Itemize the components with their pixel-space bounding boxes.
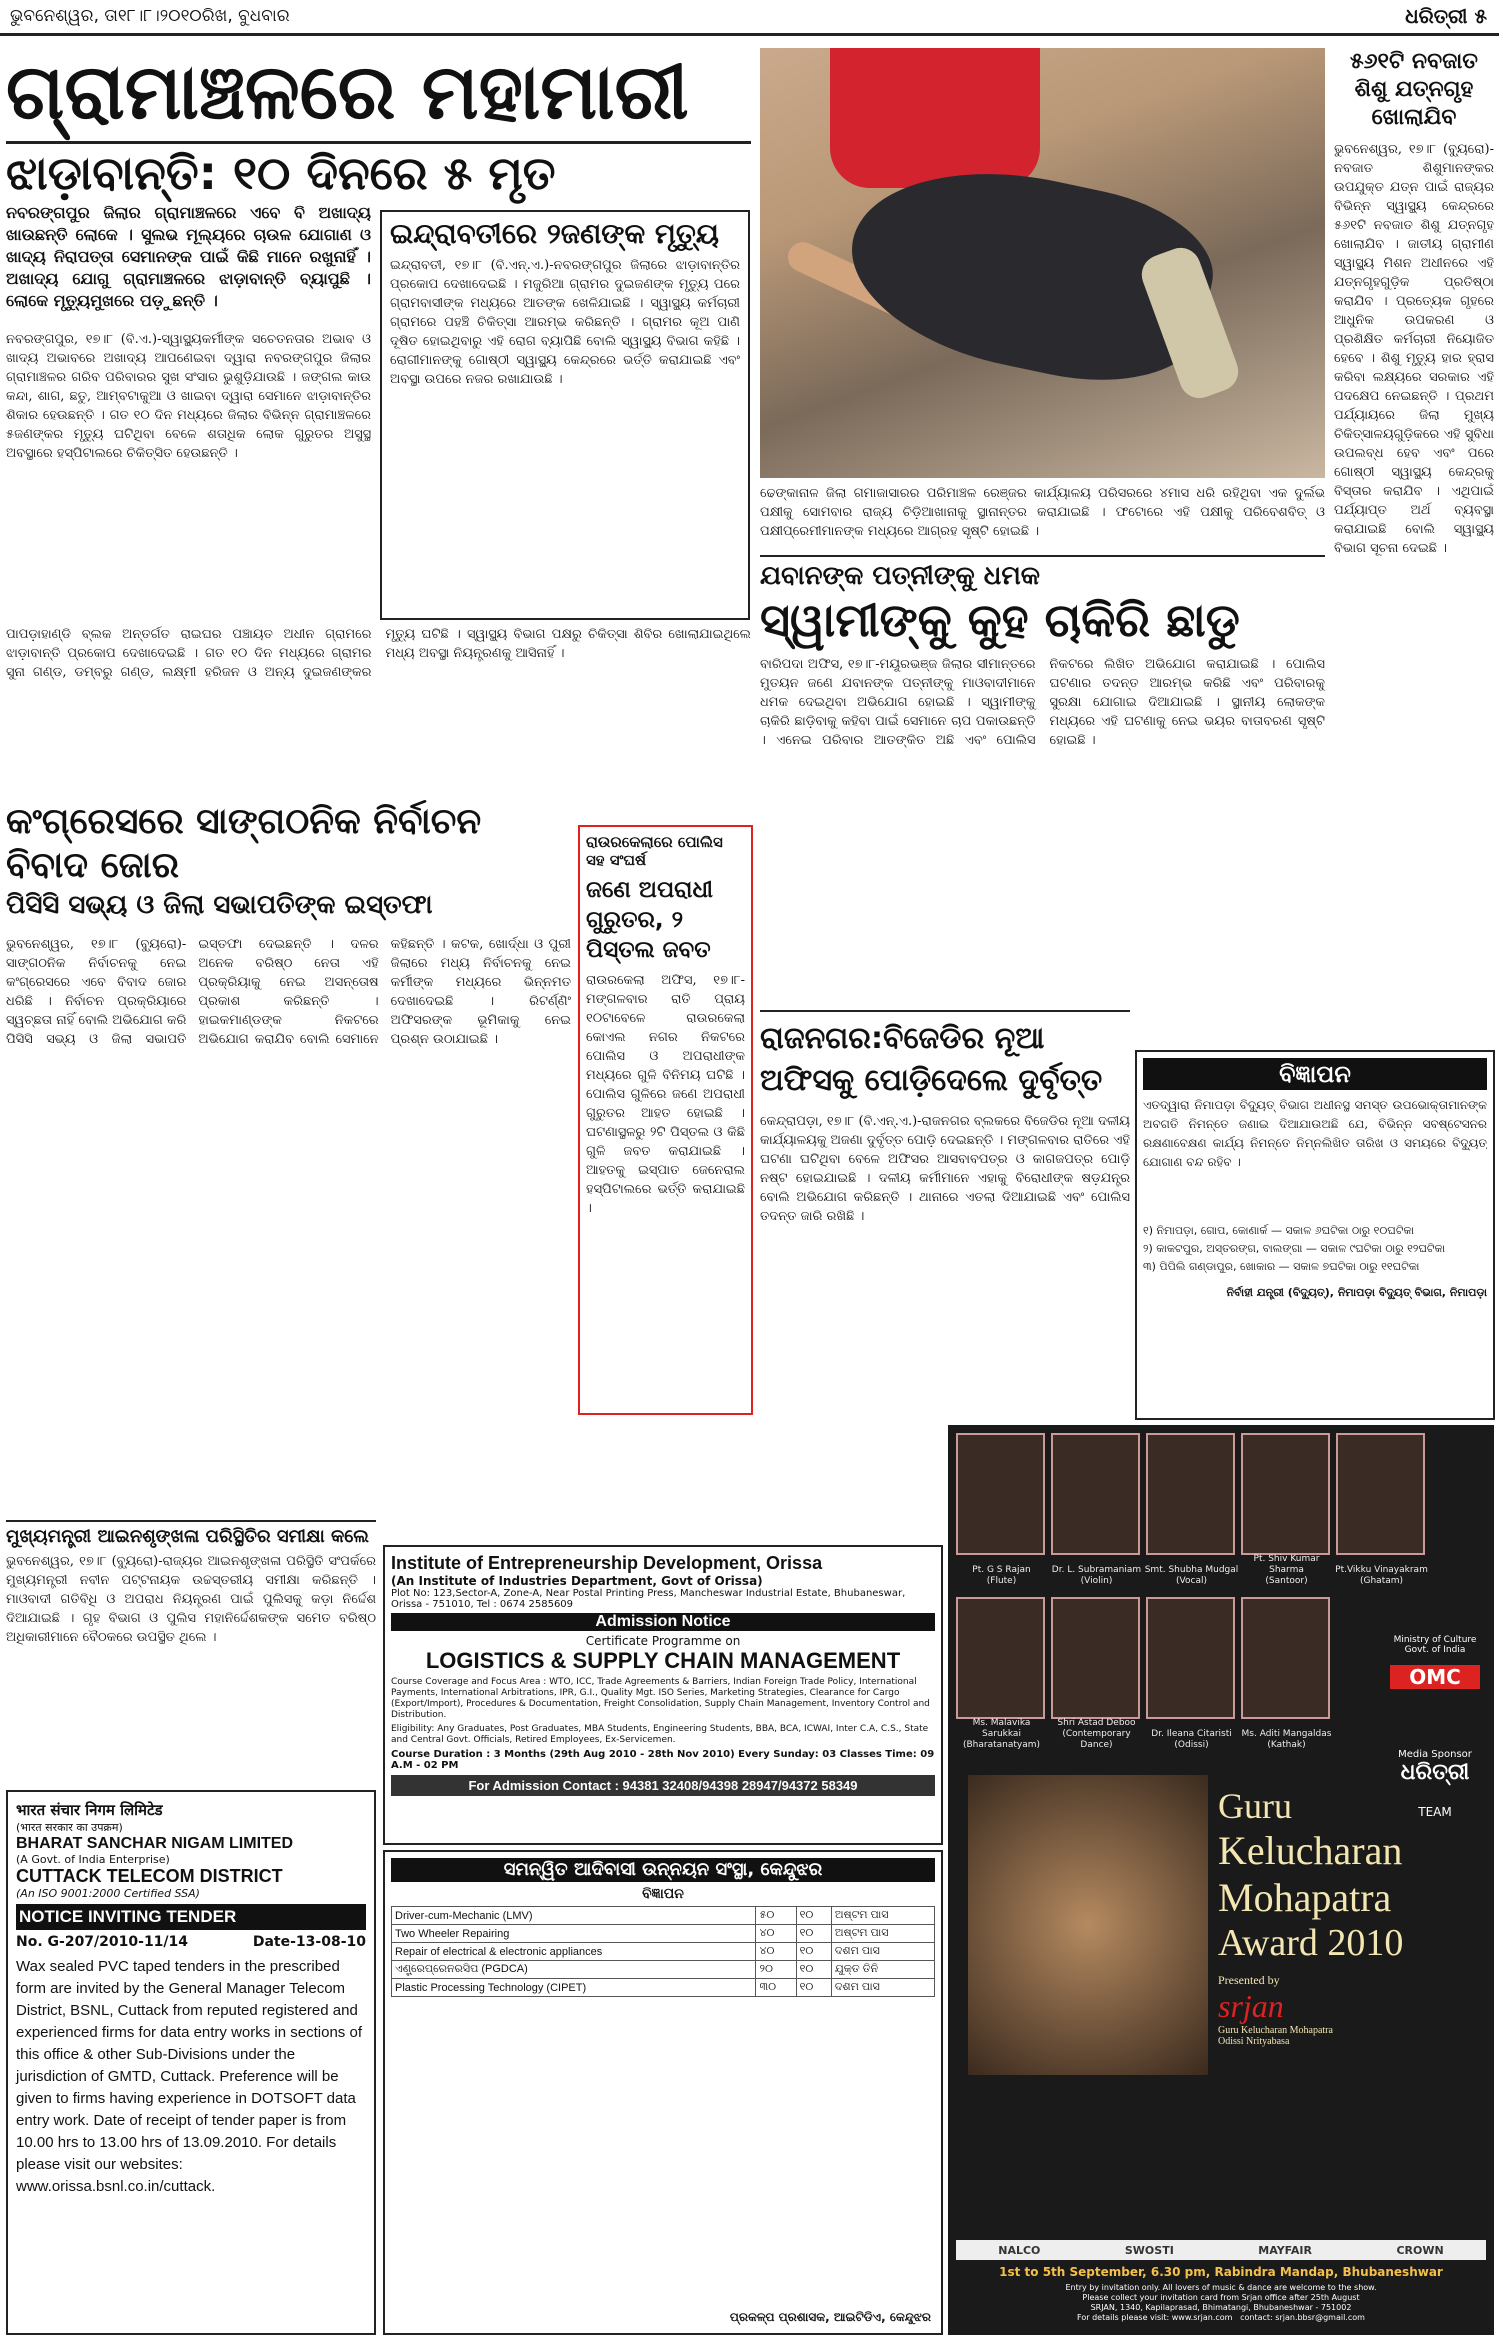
omc-logo: OMC (1390, 1665, 1480, 1689)
sponsor-logo: NALCO (998, 2243, 1041, 2257)
shishu-body: ଭୁବନେଶ୍ୱର, ୧୭।୮ (ବ୍ୟୁରୋ)-ନବଜାତ ଶିଶୁମାନଙ୍କର ଉପଯୁକ୍ତ ଯତ୍ନ ପାଇଁ ରାଜ୍ୟର ବିଭିନ୍ନ ସ୍ୱାସ୍ଥ୍ୟ କେନ୍ଦ୍ରରେ ୫୬୧ଟି ନବଜାତ ଶିଶୁ ଯତ୍ନଗୃହ ଖୋଲାଯିବ । ଜାତୀୟ ଗ୍ରାମୀଣ ସ୍ୱାସ୍ଥ୍ୟ ମିଶନ ଅଧୀନରେ ଏହି ଯତ୍ନଗୃହଗୁଡ଼ିକ ପ୍ରତିଷ୍ଠା କରାଯିବ । ପ୍ରତ୍ୟେକ ଗୃହରେ ଆଧୁନିକ ଉପକରଣ ଓ ପ୍ରଶିକ୍ଷିତ କର୍ମଚାରୀ ନିୟୋଜିତ ହେବେ । ଶିଶୁ ମୃତ୍ୟୁ ହାର ହ୍ରାସ କରିବା ଲକ୍ଷ୍ୟରେ ସରକାର ଏହି ପଦକ୍ଷେପ ନେଇଛନ୍ତି । ପ୍ରଥମ ପର୍ଯ୍ୟାୟରେ ଜିଲା ମୁଖ୍ୟ ଚିକିତ୍ସାଳୟଗୁଡ଼ିକରେ ଏହି ସୁବିଧା ଉପଲବ୍ଧ ହେବ ଏବଂ ପରେ ଗୋଷ୍ଠୀ ସ୍ୱାସ୍ଥ୍ୟ କେନ୍ଦ୍ରକୁ ବିସ୍ତାର କରାଯିବ । ଏଥିପାଇଁ ପର୍ଯ୍ୟାପ୍ତ ଅର୍ଥ ବ୍ୟବସ୍ଥା କରାଯାଇଛି ବୋଲି ସ୍ୱାସ୍ଥ୍ୟ ବିଭାଗ ସୂଚନା ଦେଇଛି । (1334, 142, 1494, 556)
electricity-notice (1135, 1050, 1495, 1420)
congress-body: ଭୁବନେଶ୍ୱର, ୧୭।୮ (ବ୍ୟୁରୋ)-ସାଙ୍ଗଠନିକ ନିର୍ବାଚନକୁ ନେଇ କଂଗ୍ରେସରେ ଏବେ ବିବାଦ ଜୋର ଧରିଛି । ନିର୍ବାଚନ ପ୍ରକ୍ରିୟାରେ ସ୍ୱଚ୍ଛତା ନାହିଁ ବୋଲି ଅଭିଯୋଗ କରି ପିସିସି ସଭ୍ୟ ଓ ଜିଲା ସଭାପତି ଇସ୍ତଫା ଦେଇଛନ୍ତି । ଦଳର ଅନେକ ବରିଷ୍ଠ ନେତା ଏହି ପ୍ରକ୍ରିୟାକୁ ନେଇ ଅସନ୍ତୋଷ ପ୍ରକାଶ କରିଛନ୍ତି । ହାଇକମାଣ୍ଡଙ୍କ ନିକଟରେ ଅଭିଯୋଗ କରାଯିବ ବୋଲି ସେମାନେ କହିଛନ୍ତି । କଟକ, ଖୋର୍ଦ୍ଧା ଓ ପୁରୀ ଜିଲାରେ ମଧ୍ୟ ନିର୍ବାଚନକୁ ନେଇ କର୍ମୀଙ୍କ ମଧ୍ୟରେ ଭିନ୍ନମତ ଦେଖାଦେଇଛି । ରିଟର୍ଣ୍ଣିଂ ଅଫିସରଙ୍କ ଭୂମିକାକୁ ନେଇ ପ୍ରଶ୍ନ ଉଠାଯାଇଛି । (6, 937, 571, 1047)
team-logo: TEAM (1418, 1805, 1452, 1819)
itda-ad (383, 1850, 943, 2335)
congress-subhead-block (6, 892, 571, 928)
sponsor-strip (956, 2240, 1486, 2260)
award-title-line: Guru (1218, 1786, 1292, 1826)
notice-body: ଏତଦ୍ୱାରା ନିମାପଡ଼ା ବିଦ୍ୟୁତ୍ ବିଭାଗ ଅଧୀନସ୍ଥ ସମସ୍ତ ଉପଭୋକ୍ତାମାନଙ୍କ ଅବଗତି ନିମନ୍ତେ ଜଣାଇ ଦିଆଯାଉଅଛି ଯେ, ବିଭିନ୍ନ ସବଷ୍ଟେସନର ରକ୍ଷଣାବେକ୍ଷଣ କାର୍ଯ୍ୟ ନିମନ୍ତେ ନିମ୍ନଲିଖିତ ତାରିଖ ଓ ସମୟରେ ବିଦ୍ୟୁତ୍ ଯୋଗାଣ ବନ୍ଦ ରହିବ । (1143, 1098, 1487, 1169)
bsnl-date: Date-13-08-10 (252, 1934, 366, 1950)
itda-table (391, 1906, 935, 1997)
cell: ୧୦ (796, 1925, 831, 1943)
srjan-sub: Guru Kelucharan Mohapatra Odissi Nrityabasa (1218, 2025, 1333, 2047)
bsnl-iso: (An ISO 9001:2000 Certified SSA) (16, 1887, 200, 1900)
table-row (392, 1943, 935, 1961)
cell: ୪୦ (756, 1943, 796, 1961)
rourkela-kicker: ରାଉରକେଲାରେ ପୋଲିସ ସହ ସଂଘର୍ଷ (586, 833, 723, 869)
artist-card: Dr. Ileana Citaristi (Odissi) (1146, 1597, 1235, 1719)
iedo-notice: Admission Notice (391, 1613, 935, 1631)
itda-footer: ପ୍ରକଳ୍ପ ପ୍ରଶାସକ, ଆଇଟିଡିଏ, କେନ୍ଦୁଝର (729, 2310, 931, 2324)
artist-card: Ms. Aditi Mangaldas (Kathak) (1241, 1597, 1330, 1719)
artist-card: Pt. G S Rajan (Flute) (956, 1433, 1045, 1555)
table-row (392, 1907, 935, 1925)
husband-headline: ସ୍ୱାମୀଙ୍କୁ କୁହ ଚାକିରି ଛାଡୁ (760, 593, 1240, 647)
cell: ୪୦ (756, 1925, 796, 1943)
award-ad (948, 1425, 1494, 2335)
iedo-eligibility: Eligibility: Any Graduates, Post Graduates, MBA Students, Engineering Students, BBA, BCA, ICWAI, Inter C.A, C.S., State and Central Govt. Officials, Retired Employees, Ex-Servicemen. (391, 1724, 929, 1745)
sponsor-logo: CROWN (1396, 2243, 1444, 2257)
lead-headline-block (6, 48, 751, 144)
lead-headline: ଗ୍ରାମାଞ୍ଚଳରେ ମହାମାରୀ (6, 47, 689, 136)
cell: ଦଶମ ପାସ (831, 1979, 934, 1997)
sponsor-column (1390, 1635, 1480, 1819)
artist-card: Shri Astad Deboo (Contemporary Dance) (1051, 1597, 1140, 1719)
shishu-story (1334, 48, 1494, 1048)
artist-card: Pt.Vikku Vinayakram (Ghatam) (1336, 1433, 1425, 1555)
cell: ଅଷ୍ଟମ ପାସ (831, 1925, 934, 1943)
iedo-course: LOGISTICS & SUPPLY CHAIN MANAGEMENT (425, 1648, 901, 1673)
invite-line: Please collect your invitation card from Srjan office after 25th August (1082, 2293, 1360, 2302)
notice-item: ୨) କାକଟପୁର, ଅସ୍ତରଙ୍ଗ, ବାଲଙ୍ଗା — ସକାଳ ୯ଘଟିକା ଠାରୁ ୧୨ଘଟିକା (1143, 1242, 1446, 1255)
rourkela-headline: ଜଣେ ଅପରାଧୀ ଗୁରୁତର, ୨ ପିସ୍ତଲ ଜବତ (586, 877, 714, 963)
artist-card: Pt. Shiv Kumar Sharma (Santoor) (1241, 1433, 1330, 1555)
sponsor-logo: SWOSTI (1124, 2243, 1174, 2257)
cell: Plastic Processing Technology (CIPET) (392, 1979, 756, 1997)
husband-body: ବାରିପଦା ଅଫିସ, ୧୭।୮-ମୟୂରଭଞ୍ଜ ଜିଲାର ସୀମାନ୍ତରେ ମୁତୟନ ଜଣେ ଯବାନଙ୍କ ପତ୍ନୀଙ୍କୁ ମାଓବାଦୀମାନେ ଧମକ ଦେଇଥିବା ଅଭିଯୋଗ ହୋଇଛି । ସ୍ୱାମୀଙ୍କୁ ଚାକିରି ଛାଡ଼ିବାକୁ କହିବା ପାଇଁ ସେମାନେ ଚାପ ପକାଉଛନ୍ତି । ଏନେଇ ପରିବାର ଆତଙ୍କିତ ଅଛି ଏବଂ ପୋଲିସ ନିକଟରେ ଲିଖିତ ଅଭିଯୋଗ କରାଯାଇଛି । ପୋଲିସ ଘଟଣାର ତଦନ୍ତ ଆରମ୍ଭ କରିଛି ଏବଂ ପରିବାରକୁ ସୁରକ୍ଷା ଯୋଗାଇ ଦିଆଯାଇଛି । ସ୍ଥାନୀୟ ଲୋକଙ୍କ ମଧ୍ୟରେ ଏହି ଘଟଣାକୁ ନେଇ ଭୟର ବାତାବରଣ ସୃଷ୍ଟି ହୋଇଛି । (760, 657, 1325, 748)
husband-story (760, 555, 1325, 1005)
notice-items (1143, 1222, 1487, 1276)
iedo-title: Institute of Entrepreneurship Development, Orissa (391, 1553, 823, 1573)
media-sponsor-label: Media Sponsor (1398, 1749, 1472, 1760)
lead-body-continued: ପାପଡ଼ାହାଣ୍ଡି ବ୍ଲକ ଅନ୍ତର୍ଗତ ରାଇଘର ପଞ୍ଚାୟତ ଅଧୀନ ଗ୍ରାମରେ ଝାଡ଼ାବାନ୍ତି ପ୍ରକୋପ ଦେଖାଦେଇଛି । ଗତ ୧୦ ଦିନ ମଧ୍ୟରେ ଗ୍ରାମର ସୁନା ଗଣ୍ଡ, ଡମ୍ବରୁ ଗଣ୍ଡ, ଲକ୍ଷ୍ମୀ ହରିଜନ ଓ ଅନ୍ୟ ଦୁଇଜଣଙ୍କର ମୃତ୍ୟୁ ଘଟିଛି । ସ୍ୱାସ୍ଥ୍ୟ ବିଭାଗ ପକ୍ଷରୁ ଚିକିତ୍ସା ଶିବିର ଖୋଲାଯାଇଥିଲେ ମଧ୍ୟ ଅବସ୍ଥା ନିୟନ୍ତ୍ରଣକୁ ଆସିନାହିଁ । (6, 627, 751, 680)
bsnl-number: No. G-207/2010-11/14 (16, 1934, 189, 1950)
iedo-cert: Certificate Programme on (585, 1634, 741, 1648)
cm-headline: ମୁଖ୍ୟମନ୍ତ୍ରୀ ଆଇନଶୃଙ୍ଖଳା ପରିସ୍ଥିତିର ସମୀକ୍ଷା କଲେ (6, 1526, 369, 1547)
bsnl-hindi-sub: (भारत सरकार का उपक्रम) (16, 1821, 123, 1834)
ministry-label: Ministry of Culture Govt. of India (1393, 1635, 1477, 1655)
award-presented: Presented by (1218, 1973, 1280, 1987)
rourkela-body: ରାଉରକେଲା ଅଫିସ, ୧୭।୮-ମଙ୍ଗଳବାର ରାତି ପ୍ରାୟ ୧୦ଟାବେଳେ ରାଉରକେଲା କୋଏଲ ନଗର ନିକଟରେ ପୋଲିସ ଓ ଅପରାଧୀଙ୍କ ମଧ୍ୟରେ ଗୁଳି ବିନିମୟ ଘଟିଛି । ପୋଲିସ ଗୁଳିରେ ଜଣେ ଅପରାଧୀ ଗୁରୁତର ଆହତ ହୋଇଛି । ଘଟଣାସ୍ଥଳରୁ ୨ଟି ପିସ୍ତଲ ଓ କିଛି ଗୁଳି ଜବତ କରାଯାଇଛି । ଆହତକୁ ଇସ୍ପାତ ଜେନେରାଲ ହସ୍ପିଟାଲରେ ଭର୍ତ୍ତି କରାଯାଇଛି । (586, 973, 745, 1216)
award-title-line: Award 2010 (1218, 1922, 1404, 1964)
cell: ୫୦ (756, 1907, 796, 1925)
award-title-line: Kelucharan (1218, 1828, 1403, 1873)
table-row (392, 1925, 935, 1943)
bjd-headline: ରାଜନଗର:ବିଜେଡିର ନୂଆ ଅଫିସକୁ ପୋଡ଼ିଦେଲେ ଦୁର୍ବୃତ୍ତ (760, 1021, 1103, 1098)
bsnl-ref-row (16, 1934, 366, 1950)
congress-headline-block (6, 800, 571, 886)
cm-body: ଭୁବନେଶ୍ୱର, ୧୭।୮ (ବ୍ୟୁରୋ)-ରାଜ୍ୟର ଆଇନଶୃଙ୍ଖଳା ପରିସ୍ଥିତି ସଂପର୍କରେ ମୁଖ୍ୟମନ୍ତ୍ରୀ ନବୀନ ପଟ୍ଟନାୟକ ଉଚ୍ଚସ୍ତରୀୟ ସମୀକ୍ଷା କରିଛନ୍ତି । ମାଓବାଦୀ ଗତିବିଧି ଓ ଅପରାଧ ନିୟନ୍ତ୍ରଣ ପାଇଁ ପୁଲିସକୁ କଡ଼ା ନିର୍ଦ୍ଦେଶ ଦିଆଯାଇଛି । ଗୃହ ବିଭାଗ ଓ ପୁଲିସ ମହାନିର୍ଦ୍ଦେଶକଙ୍କ ସମେତ ବରିଷ୍ଠ ଅଧିକାରୀମାନେ ବୈଠକରେ ଉପସ୍ଥିତ ଥିଲେ । (6, 1554, 376, 1645)
itda-title: ସମନ୍ୱିତ ଆଦିବାସୀ ଉନ୍ନୟନ ସଂସ୍ଥା, କେନ୍ଦୁଝର (391, 1858, 935, 1882)
itda-sub: ବିଜ୍ଞାପନ (642, 1886, 684, 1902)
indravati-headline: ଇନ୍ଦ୍ରାବତୀରେ ୨ଜଣଙ୍କ ମୃତ୍ୟୁ (390, 217, 719, 250)
notice-item: ୧) ନିମାପଡ଼ା, ଗୋପ, କୋଣାର୍କ — ସକାଳ ୬ଘଟିକା ଠାରୁ ୧୦ଘଟିକା (1143, 1224, 1415, 1237)
bsnl-body: Wax sealed PVC taped tenders in the prescribed form are invited by the General Manager Telecom District, BSNL, Cuttack from reputed registered and experienced firms for data entry works in sections of this office & other Sub-Divisions under the jurisdiction of GMTD, Cuttack. Preference will be given to firms having experience in DOTSOFT data entry work. Date of receipt of tender paper is from 10.00 hrs to 13.00 hrs of 13.09.2010. For details please visit our websites: www.orissa.bsnl.co.in/cuttack. (16, 1958, 362, 2195)
lead-intro: ନବରଙ୍ଗପୁର ଜିଲାର ଗ୍ରାମାଞ୍ଚଳରେ ଏବେ ବି ଅଖାଦ୍ୟ ଖାଉଛନ୍ତି ଲୋକେ । ସୁଲଭ ମୂଲ୍ୟରେ ଚାଉଳ ଯୋଗାଣ ଓ ଖାଦ୍ୟ ନିରାପତ୍ତା ସେମାନଙ୍କ ପାଇଁ କିଛି ମାନେ ରଖୁନାହିଁ । ଅଖାଦ୍ୟ ଯୋଗୁ ଗ୍ରାମାଞ୍ଚଳରେ ଝାଡ଼ାବାନ୍ତି ବ୍ୟାପୁଛି । ଲୋକେ ମୃତ୍ୟୁମୁଖରେ ପଡ଼ୁଛନ୍ତି । (6, 203, 371, 310)
cell: Repair of electrical & electronic appliances (392, 1943, 756, 1961)
table-row (392, 1979, 935, 1997)
bjd-body: କେନ୍ଦ୍ରାପଡ଼ା, ୧୭।୮ (ବି.ଏନ୍.ଏ.)-ରାଜନଗର ବ୍ଲକରେ ବିଜେଡିର ନୂଆ ଦଳୀୟ କାର୍ଯ୍ୟାଳୟକୁ ଅଜଣା ଦୁର୍ବୃତ୍ତ ପୋଡ଼ି ଦେଇଛନ୍ତି । ମଙ୍ଗଳବାର ରାତିରେ ଏହି ଘଟଣା ଘଟିଥିବା ବେଳେ ଅଫିସର ଆସବାବପତ୍ର ଓ କାଗଜପତ୍ର ପୋଡ଼ି ନଷ୍ଟ ହୋଇଯାଇଛି । ଦଳୀୟ କର୍ମୀମାନେ ଏହାକୁ ବିରୋଧୀଙ୍କ ଷଡ଼ଯନ୍ତ୍ର ବୋଲି ଅଭିଯୋଗ କରିଛନ୍ତି । ଥାନାରେ ଏତଲା ଦିଆଯାଇଛି ଏବଂ ପୋଲିସ ତଦନ୍ତ ଜାରି ରଖିଛି । (760, 1114, 1130, 1224)
congress-headline: କଂଗ୍ରେସରେ ସାଙ୍ଗଠନିକ ନିର୍ବାଚନ ବିବାଦ ଜୋର (6, 801, 482, 886)
notice-item: ୩) ପିପିଲି ଗଣ୍ଡାପୁର, ଖୋକାର — ସକାଳ ୭ଘଟିକା ଠାରୁ ୧୧ଘଟିକା (1143, 1260, 1420, 1273)
cell: ଦଶମ ପାସ (831, 1943, 934, 1961)
bsnl-name: BHARAT SANCHAR NIGAM LIMITED (16, 1835, 294, 1852)
iedo-ad (383, 1545, 943, 1845)
cell: ୧୦ (796, 1943, 831, 1961)
bsnl-district: CUTTACK TELECOM DISTRICT (16, 1866, 283, 1886)
cell: ଏଣ୍ଟ୍ରେପ୍ରେନରସିପ (PGDCA) (392, 1961, 756, 1979)
award-title (1218, 1785, 1403, 2047)
page-header (0, 0, 1499, 36)
dharitri-logo: ଧରିତ୍ରୀ (1400, 1760, 1470, 1785)
indravati-body: ଇନ୍ଦ୍ରାବତୀ, ୧୭।୮ (ବି.ଏନ୍.ଏ.)-ନବରଙ୍ଗପୁର ଜିଲାରେ ଝାଡ଼ାବାନ୍ତିର ପ୍ରକୋପ ଦେଖାଦେଇଛି । ମଜୁରିଆ ଗ୍ରାମର ଦୁଇଜଣଙ୍କ ମୃତ୍ୟୁ ପରେ ଗ୍ରାମବାସୀଙ୍କ ମଧ୍ୟରେ ଆତଙ୍କ ଖେଳିଯାଇଛି । ସ୍ୱାସ୍ଥ୍ୟ କର୍ମଚାରୀ ଗ୍ରାମରେ ପହଞ୍ଚି ଚିକିତ୍ସା ଆରମ୍ଭ କରିଛନ୍ତି । ଗ୍ରାମର କୂଅ ପାଣି ଦୂଷିତ ହୋଇଥିବାରୁ ଏହି ରୋଗ ବ୍ୟାପିଛି ବୋଲି ସ୍ୱାସ୍ଥ୍ୟ ବିଭାଗ କହିଛି । ରୋଗୀମାନଙ୍କୁ ଗୋଷ୍ଠୀ ସ୍ୱାସ୍ଥ୍ୟ କେନ୍ଦ୍ରରେ ଭର୍ତ୍ତି କରାଯାଇଛି ଏବଂ ଅବସ୍ଥା ଉପରେ ନଜର ରଖାଯାଉଛି । (390, 258, 740, 387)
award-title-line: Mohapatra (1218, 1875, 1392, 1920)
bsnl-hindi-name: भारत संचार निगम लिमिटेड (16, 1801, 163, 1819)
lead-body: ନବରଙ୍ଗପୁର, ୧୭।୮ (ବି.ଏ.)-ସ୍ୱାସ୍ଥ୍ୟକର୍ମୀଙ୍କ ସଚେତନତାର ଅଭାବ ଓ ଖାଦ୍ୟ ଅଭାବରେ ଅଖାଦ୍ୟ ଆପଣେଇବା ଦ୍ୱାରା ନବରଙ୍ଗପୁର ଜିଲାର ଗ୍ରାମାଞ୍ଚଳର ଗରିବ ପରିବାରର ସୁଖ ସଂସାର ଭୁଶୁଡ଼ିଯାଉଛି । ଜଙ୍ଗଲ କାଉ କନ୍ଦା, ଶାଗ, ଛତୁ, ଆମ୍ବଟାକୁଆ ଓ ଖାଇବା ଦ୍ୱାରା ସେମାନେ ଝାଡ଼ାବାନ୍ତିର ଶିକାର ହେଉଛନ୍ତି । ଗତ ୧୦ ଦିନ ମଧ୍ୟରେ ଜିଲାର ବିଭିନ୍ନ ଗ୍ରାମାଞ୍ଚଳରେ ୫ଜଣଙ୍କର ମୃତ୍ୟୁ ଘଟିଥିବା ବେଳେ ଶତାଧିକ ଲୋକ ଗୁରୁତର ଅସୁସ୍ଥ ଅବସ୍ଥାରେ ହସ୍ପିଟାଲରେ ଚିକିତ୍ସିତ ହେଉଛନ୍ତି । (6, 332, 371, 461)
award-invite (956, 2283, 1486, 2323)
masthead-brand: ଧରିତ୍ରୀ ୫ (1405, 4, 1487, 28)
cell: ଅଷ୍ଟମ ପାସ (831, 1907, 934, 1925)
bsnl-govt: (A Govt. of India Enterprise) (16, 1853, 170, 1866)
artist-grid (956, 1433, 1486, 1586)
cell: ୨୦ (756, 1961, 796, 1979)
iedo-subtitle: (An Institute of Industries Department, Govt of Orissa) (391, 1574, 763, 1588)
iedo-contact: For Admission Contact : 94381 32408/94398 28947/94372 58349 (391, 1775, 935, 1796)
bird-photo (760, 48, 1325, 478)
artist-card: Ms. Malavika Sarukkai (Bharatanatyam) (956, 1597, 1045, 1719)
issue-date: ଭୁବନେଶ୍ୱର, ତା୧୮।୮।୨୦୧୦ରିଖ, ବୁଧବାର (10, 6, 290, 26)
bsnl-tender (6, 1790, 376, 2335)
notice-title: ବିଜ୍ଞାପନ (1143, 1058, 1487, 1090)
photo-caption: ଢେଙ୍କାନାଳ ଜିଲା ଗମାଜାସାରର ପରିମାଞ୍ଚଳ ରେଞ୍ଜର କାର୍ଯ୍ୟାଳୟ ପରିସରରେ ୪ମାସ ଧରି ରହିଥିବା ଏକ ଦୁର୍ଲଭ ପକ୍ଷୀକୁ ସୋମବାର ରାଜ୍ୟ ଚିଡ଼ିଆଖାନାକୁ ସ୍ଥାନାନ୍ତର କରାଯାଇଛି । ଫଟୋରେ ଏହି ପକ୍ଷୀକୁ ପରିବେଶବିତ୍ ଓ ପକ୍ଷୀପ୍ରେମୀମାନଙ୍କ ମଧ୍ୟରେ ଆଗ୍ରହ ସୃଷ୍ଟି ହୋଇଛି । (760, 486, 1325, 539)
iedo-duration: Course Duration : 3 Months (29th Aug 2010 - 28th Nov 2010) Every Sunday: 03 Classes Time: 09 A.M - 02 PM (391, 1749, 935, 1771)
artist-card: Dr. L. Subramaniam (Violin) (1051, 1433, 1140, 1555)
cell: Driver-cum-Mechanic (LMV) (392, 1907, 756, 1925)
invite-web: For details please visit: www.srjan.com (1077, 2313, 1233, 2322)
sponsor-logo: MAYFAIR (1258, 2243, 1312, 2257)
cell: ୧୦ (796, 1961, 831, 1979)
cell: ୩୦ (756, 1979, 796, 1997)
iedo-address: Plot No: 123,Sector-A, Zone-A, Near Postal Printing Press, Mancheswar Industrial Estate, Bhubaneswar, Orissa - 751010, Tel : 0674 2585609 (391, 1588, 906, 1610)
cell: ୧୦ (796, 1979, 831, 1997)
bsnl-notice: NOTICE INVITING TENDER (16, 1904, 366, 1930)
cell: ଯୁକ୍ତ ତିନି (831, 1961, 934, 1979)
lead-subhead: ଝାଡ଼ାବାନ୍ତି: ୧୦ ଦିନରେ ୫ ମୃତ (6, 146, 556, 200)
shishu-headline: ୫୬୧ଟି ନବଜାତ ଶିଶୁ ଯତ୍ନଗୃହ ଖୋଲାଯିବ (1350, 49, 1478, 130)
srjan-logo: srjan (1218, 1988, 1284, 2024)
award-dates: 1st to 5th September, 6.30 pm, Rabindra Mandap, Bhubaneshwar (999, 2265, 1443, 2279)
indravati-story (380, 210, 750, 620)
cell: Two Wheeler Repairing (392, 1925, 756, 1943)
guru-photo (968, 1775, 1208, 2075)
congress-subhead: ପିସିସି ସଭ୍ୟ ଓ ଜିଲା ସଭାପତିଙ୍କ ଇସ୍ତଫା (6, 890, 433, 920)
rourkela-story (578, 825, 753, 1415)
lead-subhead-block (6, 146, 751, 200)
invite-line: Entry by invitation only. All lovers of music & dance are welcome to the show. (1065, 2283, 1377, 2292)
invite-email: contact: srjan.bbsr@gmail.com (1240, 2313, 1365, 2322)
iedo-content: Course Coverage and Focus Area : WTO, ICC, Trade Agreements & Barriers, Indian Foreign Trade Policy, International Payments, International Arbitrations, IPR, G.I., Quality Mgt. ISO Series, Marketing Strategies, Clearance for Cargo (Export/Import), Procedures & Documentation, Freight Consolidation, Supply Chain Management, Inventory Control and Distribution. (391, 1677, 930, 1720)
invite-line: SRJAN, 1340, Kapilaprasad, Bhimatangi, Bhubaneshwar - 751002 (1090, 2303, 1352, 2312)
husband-kicker: ଯବାନଙ୍କ ପତ୍ନୀଙ୍କୁ ଧମକ (760, 561, 1041, 591)
table-row (392, 1961, 935, 1979)
artist-card: Smt. Shubha Mudgal (Vocal) (1146, 1433, 1235, 1555)
notice-signature: ନିର୍ବାହୀ ଯନ୍ତ୍ରୀ (ବିଦ୍ୟୁତ୍), ନିମାପଡ଼ା ବିଦ୍ୟୁତ୍ ବିଭାଗ, ନିମାପଡ଼ା (1226, 1286, 1487, 1299)
photo-person (830, 48, 1040, 188)
cell: ୧୦ (796, 1907, 831, 1925)
